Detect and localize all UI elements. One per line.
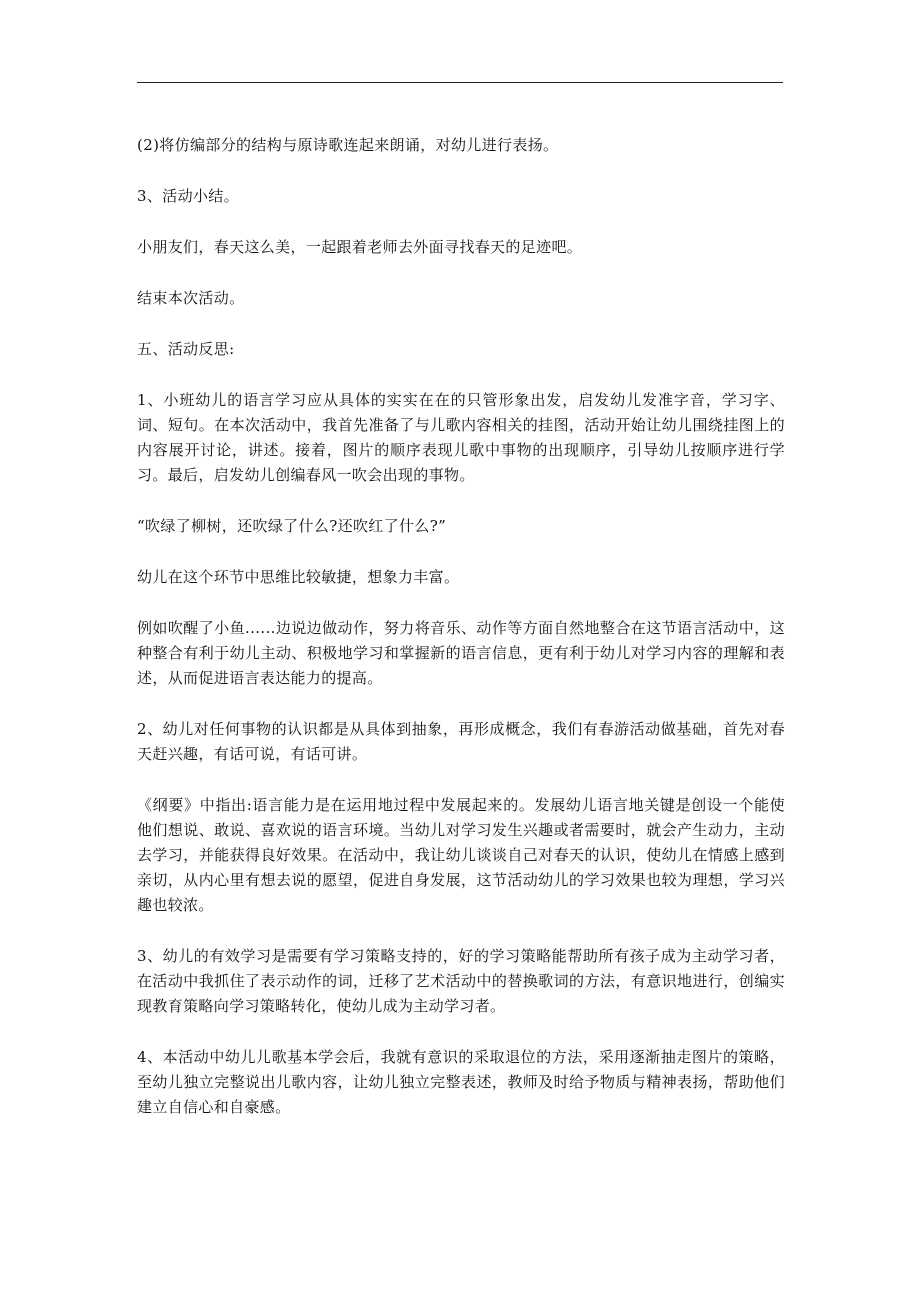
paragraph-example: 例如吹醒了小鱼......边说边做动作，努力将音乐、动作等方面自然地整合在这节语言活动中，这种整合有利于幼儿主动、积极地学习和掌握新的语言信息，更有利于幼儿对学习内容的理解和表述，从而促进语言表达能力的提高。 bbox=[137, 619, 785, 687]
paragraph-recite-praise: (2)将仿编部分的结构与原诗歌连起来朗诵，对幼儿进行表扬。 bbox=[137, 136, 559, 154]
paragraph-reflection-3: 3、幼儿的有效学习是需要有学习策略支持的，好的学习策略能帮助所有孩子成为主动学习者，在活动中我抓住了表示动作的词，迁移了艺术活动中的替换歌词的方法，有意识地进行，创编实现教育策略向学习策略转化，使幼儿成为主动学习者。 bbox=[137, 947, 785, 1015]
paragraph-quote: “吹绿了柳树，还吹绿了什么?还吹红了什么?” bbox=[137, 517, 447, 535]
paragraph-reflection-2: 2、幼儿对任何事物的认识都是从具体到抽象，再形成概念，我们有春游活动做基础，首先对春天赶兴趣，有话可说，有话可讲。 bbox=[137, 720, 785, 763]
paragraph-thinking: 幼儿在这个环节中思维比较敏捷，想象力丰富。 bbox=[137, 568, 460, 586]
paragraph-summary-text: 小朋友们，春天这么美，一起跟着老师去外面寻找春天的足迹吧。 bbox=[137, 238, 583, 256]
header-rule bbox=[137, 82, 783, 83]
document-body bbox=[137, 133, 785, 1146]
paragraph-summary-heading: 3、活动小结。 bbox=[137, 187, 239, 205]
paragraph-end-activity: 结束本次活动。 bbox=[137, 289, 245, 307]
paragraph-reflection-4: 4、本活动中幼儿儿歌基本学会后，我就有意识的采取退位的方法，采用逐渐抽走图片的策略，至幼儿独立完整说出儿歌内容，让幼儿独立完整表述，教师及时给予物质与精神表扬，帮助他们建立自信心和自豪感。 bbox=[137, 1048, 785, 1116]
section-heading-reflection: 五、活动反思: bbox=[137, 340, 235, 358]
paragraph-reflection-1: 1、小班幼儿的语言学习应从具体的实实在在的只管形象出发，启发幼儿发准字音，学习字、词、短句。在本次活动中，我首先准备了与儿歌内容相关的挂图，活动开始让幼儿围绕挂图上的内容展开讨论，讲述。接着，图片的顺序表现儿歌中事物的出现顺序，引导幼儿按顺序进行学习。最后，启发幼儿创编春风一吹会出现的事物。 bbox=[137, 391, 785, 484]
paragraph-outline: 《纲要》中指出:语言能力是在运用地过程中发展起来的。发展幼儿语言地关键是创设一个能使他们想说、敢说、喜欢说的语言环境。当幼儿对学习发生兴趣或者需要时，就会产生动力，主动去学习，并能获得良好效果。在活动中，我让幼儿谈谈自己对春天的认识，使幼儿在情感上感到亲切，从内心里有想去说的愿望，促进自身发展，这节活动幼儿的学习效果也较为理想，学习兴趣也较浓。 bbox=[137, 796, 785, 914]
